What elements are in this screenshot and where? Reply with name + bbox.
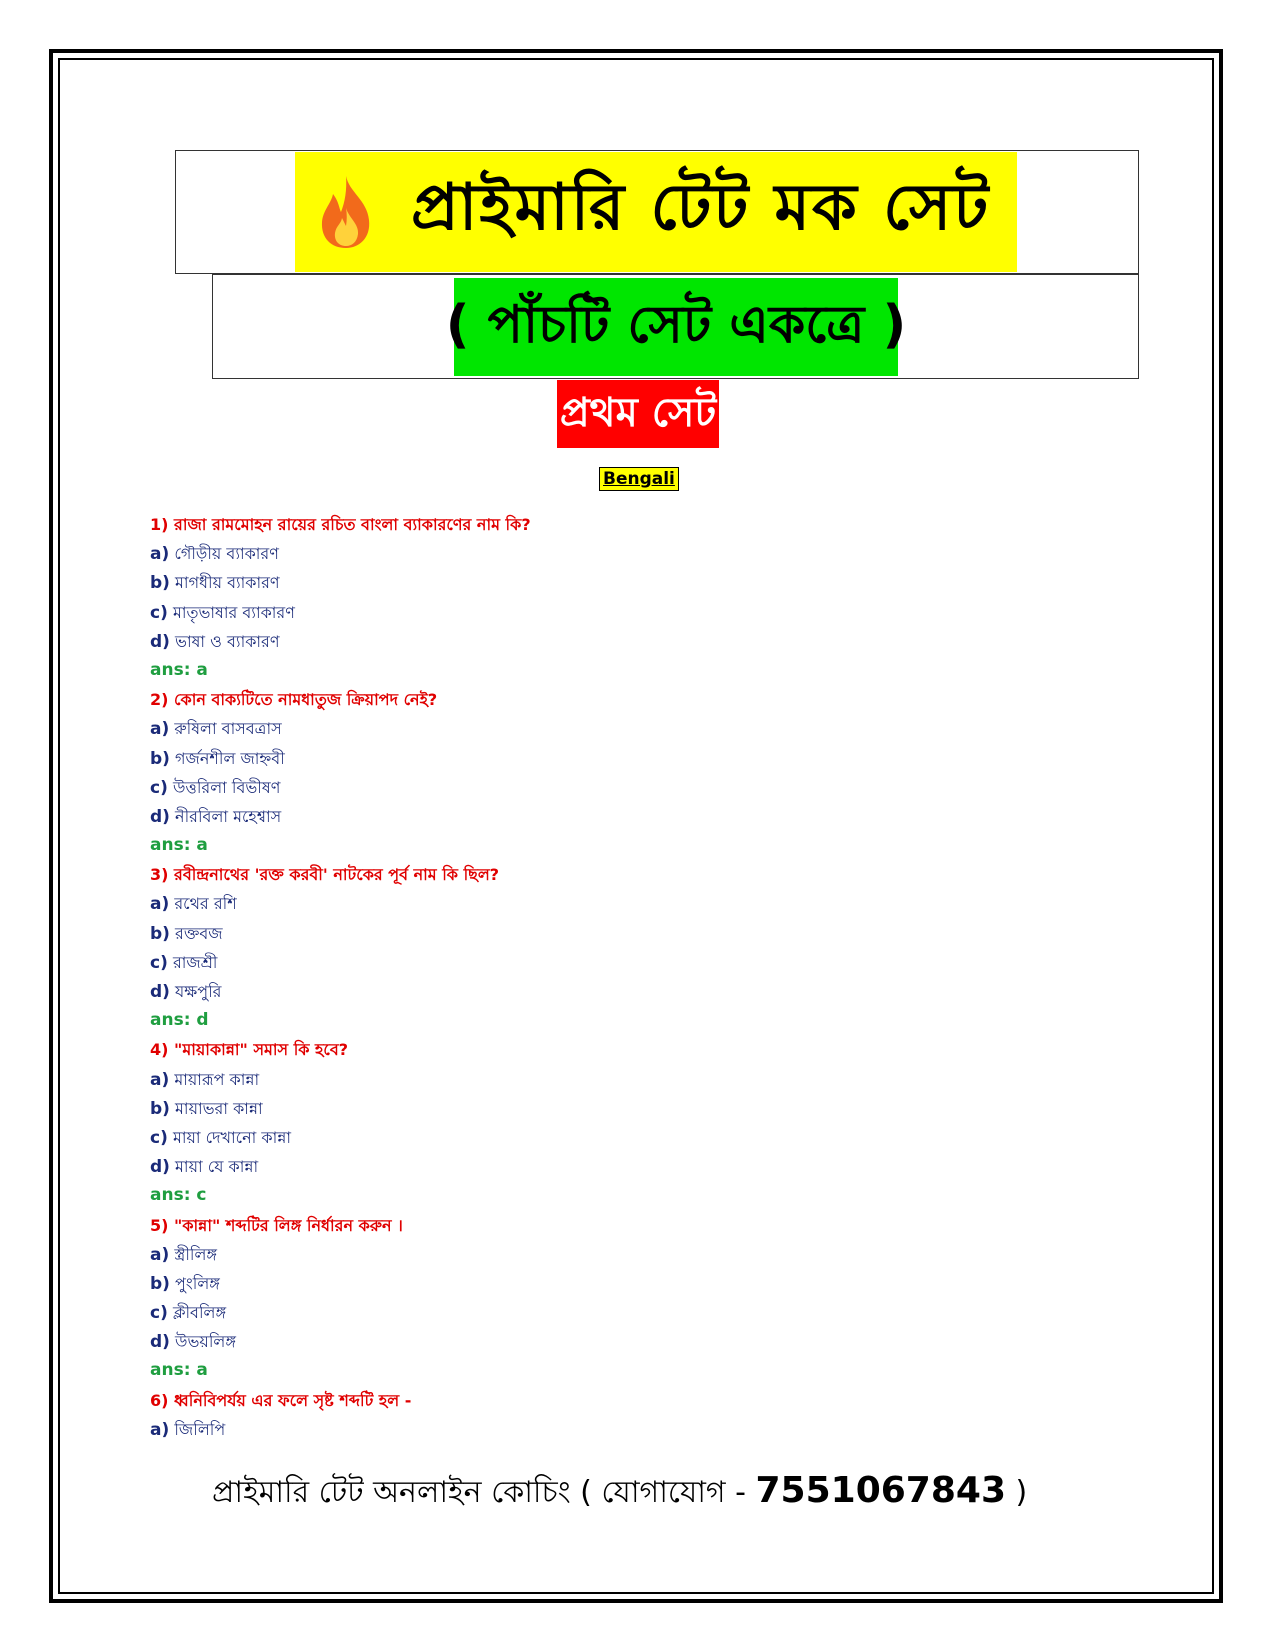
answer-option bbox=[150, 1269, 1050, 1298]
question-text: 6) ধ্বনিবিপর্যয় এর ফলে সৃষ্ট শব্দটি হল - bbox=[150, 1390, 412, 1410]
page-title: প্রাইমারি টেট মক সেট bbox=[411, 170, 991, 245]
title-banner bbox=[295, 152, 1017, 272]
answer-key: ans: c bbox=[150, 1185, 207, 1206]
option-text: মাতৃভাষার ব্যাকারণ bbox=[172, 602, 295, 622]
option-key: d) bbox=[150, 982, 170, 1002]
option-text: যক্ষপুরি bbox=[175, 982, 222, 1001]
question-text: 2) কোন বাক্যটিতে নামধাতুজ ক্রিয়াপদ নেই? bbox=[150, 690, 438, 710]
answer-option bbox=[150, 889, 1050, 918]
answer-option bbox=[150, 1094, 1050, 1123]
option-key: d) bbox=[150, 631, 170, 652]
option-key: b) bbox=[150, 748, 170, 769]
question-text: 4) "মায়াকান্না" সমাস কি হবে? bbox=[150, 1040, 349, 1060]
question-text: 3) রবীন্দ্রনাথের 'রক্ত করবী' নাটকের পূর্ব নাম কি ছিল? bbox=[150, 865, 500, 885]
option-text: রুষিলা বাসবত্রাস bbox=[174, 719, 282, 739]
answer-option bbox=[150, 714, 1050, 743]
question-text: 1) রাজা রামমোহন রায়ের রচিত বাংলা ব্যাকারণের নাম কি? bbox=[150, 515, 531, 534]
option-text: উত্তরিলা বিভীষণ bbox=[172, 777, 281, 797]
option-key: d) bbox=[150, 1332, 170, 1353]
option-text: নীরবিলা মহেশ্বাস bbox=[175, 806, 282, 826]
answer-option bbox=[150, 1065, 1050, 1094]
option-key: a) bbox=[150, 894, 170, 915]
option-key: c) bbox=[150, 1127, 168, 1148]
question-list bbox=[150, 510, 1050, 1444]
answer-option bbox=[150, 598, 1050, 627]
option-key: b) bbox=[150, 1273, 170, 1294]
subject-label: Bengali bbox=[599, 467, 679, 491]
option-key: b) bbox=[150, 573, 170, 594]
answer-key: ans: d bbox=[150, 1010, 209, 1031]
option-key: c) bbox=[150, 1303, 168, 1324]
option-text: গর্জনশীল জাহ্নবী bbox=[175, 748, 285, 768]
answer-option bbox=[150, 568, 1050, 597]
answer-option bbox=[150, 977, 1050, 1006]
option-key: c) bbox=[150, 602, 168, 623]
option-text: মায়ারূপ কান্না bbox=[174, 1069, 260, 1089]
option-text: ভাষা ও ব্যাকারণ bbox=[175, 631, 280, 651]
answer-option bbox=[150, 1240, 1050, 1269]
option-key: a) bbox=[150, 1419, 170, 1440]
option-text: পুংলিঙ্গ bbox=[175, 1273, 220, 1293]
option-key: a) bbox=[150, 1244, 170, 1265]
answer-option bbox=[150, 948, 1050, 977]
option-text: উভয়লিঙ্গ bbox=[175, 1332, 236, 1352]
option-text: গৌড়ীয় ব্যাকারণ bbox=[174, 544, 279, 564]
option-key: d) bbox=[150, 1157, 170, 1178]
option-text: মায়া দেখানো কান্না bbox=[172, 1127, 291, 1147]
answer-option bbox=[150, 627, 1050, 656]
answer-option bbox=[150, 1123, 1050, 1152]
fire-icon bbox=[301, 174, 391, 250]
footer-close: ) bbox=[1006, 1475, 1028, 1510]
option-text: মাগধীয় ব্যাকারণ bbox=[175, 573, 280, 593]
phone-number: 7551067843 bbox=[755, 1470, 1006, 1511]
answer-option bbox=[150, 1327, 1050, 1356]
option-key: d) bbox=[150, 806, 170, 827]
answer-option bbox=[150, 1415, 1050, 1444]
option-text: স্ত্রীলিঙ্গ bbox=[174, 1244, 218, 1264]
option-text: ক্লীবলিঙ্গ bbox=[172, 1303, 227, 1323]
set-label: প্রথম সেট bbox=[557, 380, 719, 448]
option-key: b) bbox=[150, 923, 170, 944]
answer-option bbox=[150, 539, 1050, 568]
option-text: মায়া যে কান্না bbox=[175, 1157, 259, 1177]
subtitle-banner: ( পাঁচটি সেট একত্রে ) bbox=[454, 278, 898, 376]
option-text: জিলিপি bbox=[174, 1419, 226, 1439]
answer-option bbox=[150, 1152, 1050, 1181]
option-key: a) bbox=[150, 719, 170, 740]
answer-option bbox=[150, 919, 1050, 948]
answer-option bbox=[150, 773, 1050, 802]
answer-key: ans: a bbox=[150, 835, 208, 856]
option-text: রক্তবজ bbox=[175, 923, 223, 943]
answer-option bbox=[150, 802, 1050, 831]
option-text: রাজশ্রী bbox=[172, 952, 218, 972]
answer-key: ans: a bbox=[150, 1360, 208, 1381]
question-text: 5) "কান্না" শব্দটির লিঙ্গ নির্ধারন করুন । bbox=[150, 1215, 403, 1235]
footer-contact bbox=[212, 1468, 1112, 1519]
option-text: রথের রশি bbox=[174, 894, 237, 914]
option-key: a) bbox=[150, 1069, 170, 1090]
option-text: মায়াভরা কান্না bbox=[175, 1098, 263, 1118]
answer-key: ans: a bbox=[150, 659, 208, 680]
option-key: c) bbox=[150, 777, 168, 798]
footer-text: প্রাইমারি টেট অনলাইন কোচিং ( যোগাযোগ - bbox=[212, 1475, 756, 1510]
option-key: c) bbox=[150, 952, 168, 973]
answer-option bbox=[150, 744, 1050, 773]
option-key: b) bbox=[150, 1098, 170, 1119]
answer-option bbox=[150, 1298, 1050, 1327]
option-key: a) bbox=[150, 544, 170, 565]
